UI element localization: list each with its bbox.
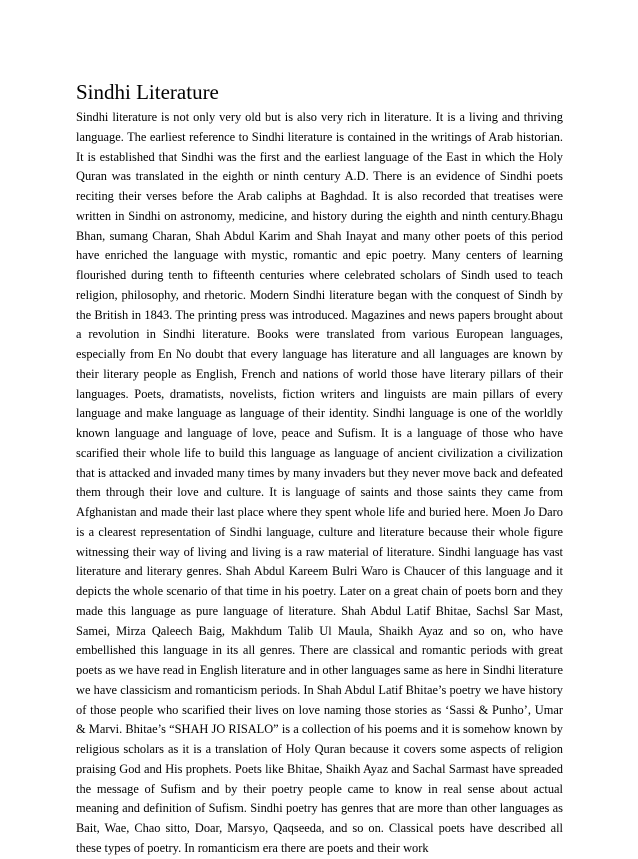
document-title: Sindhi Literature	[76, 80, 219, 104]
document-body-paragraph: Sindhi literature is not only very old but is also very rich in literature. It is a living and thriving language. The earliest reference to Sindhi literature is contained in the writings of Arab historian. It is established that Sindhi was the first and the earliest language of the East in which the Holy Quran was translated in the eighth or ninth century A.D. There is an evidence of Sindhi poets reciting their verses before the Arab caliphs at Baghdad. It is also recorded that treatises were written in Sindhi on astronomy, medicine, and history during the eighth and ninth century.Bhagu Bhan, sumang Charan, Shah Abdul Karim and Shah Inayat and many other poets of this period have enriched the language with mystic, romantic and epic poetry. Many centers of learning flourished during tenth to fifteenth centuries where celebrated scholars of Sindh used to teach religion, philosophy, and rhetoric. Modern Sindhi literature began with the conquest of Sindh by the British in 1843. The printing press was introduced. Magazines and news papers brought about a revolution in Sindhi literature. Books were translated from various European languages, especially from En No doubt that every language has literature and all languages are known by their literary people as English, French and nations of world those have literary pillars of their languages. Poets, dramatists, novelists, fiction writers and linguists are main pillars of every language and make language as language of their identity. Sindhi language is one of the worldly known language and language of love, peace and Sufism. It is a language of those who have scarified their whole life to build this language as language of ancient civilization a civilization that is attacked and invaded many times by many invaders but they never move back and defeated them through their love and culture. It is language of saints and those saints they came from Afghanistan and made their last place where they spent whole life and buried here. Moen Jo Daro is a clearest representation of Sindhi language, culture and literature because their whole figure witnessing their way of living and living is a raw material of literature. Sindhi language has vast literature and literary genres. Shah Abdul Kareem Bulri Waro is Chaucer of this language and it depicts the whole scenario of that time in his poetry. Later on a great chain of poets born and they made this language as pure language of literature. Shah Abdul Latif Bhitae, Sachsl Sar Mast, Samei, Mirza Qaleech Baig, Makhdum Talib Ul Maula, Shaikh Ayaz and so on, who have embellished this language in its all genres. There are classical and romantic periods with great poets as we have read in English literature and in other languages same as here in Sindhi literature we have classicism and romanticism periods. In Shah Abdul Latif Bhitae’s poetry we have history of those people who scarified their lives on love naming those stories as ‘Sassi & Punho’, Umar & Marvi. Bhitae’s “SHAH JO RISALO” is a collection of his poems and it is somehow known by religious scholars as it is a translation of Holy Quran because it covers some aspects of religion praising God and His prophets. Poets like Bhitae, Shaikh Ayaz and Sachal Sarmast have spreaded the message of Sufism and by their poetry people came to know in real sense about actual meaning and definition of Sufism. Sindhi poetry has genres that are more than other languages as Bait, Wae, Chao sitto, Doar, Marsyo, Qaqseeda, and so on. Classical poets have described all these types of poetry. In romanticism era there are poets and their work	[76, 110, 563, 855]
document-page	[76, 79, 563, 859]
